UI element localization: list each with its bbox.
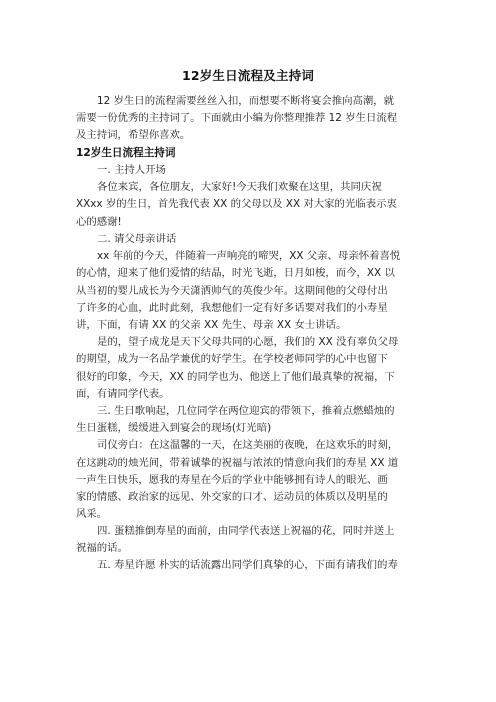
text-line: 家的情感、政治家的远见、外交家的口才、运动员的体质以及明星的 bbox=[76, 490, 388, 503]
text-line: 心的感谢! bbox=[76, 215, 122, 228]
text-line: 司仪旁白：在这温馨的一天，在这美丽的夜晚，在这欢乐的时刻， bbox=[97, 439, 399, 452]
text-line: 很好的印象，今天，XX 的同学也为、他送上了他们最真挚的祝福，下 bbox=[76, 370, 395, 383]
text-line: 是的，望子成龙是天下父母共同的心愿，我们的 XX 没有辜负父母 bbox=[97, 336, 399, 349]
text-line: 及主持词，希望你喜欢。 bbox=[76, 129, 191, 142]
text-line: 从当初的婴儿成长为今天潇洒帅气的英俊少年。这期间他的父母付出 bbox=[76, 284, 388, 297]
text-line: 祝福的话。 bbox=[76, 542, 128, 555]
text-line: 在这跳动的烛光间，带着诚挚的祝福与浓浓的情意向我们的寿星 XX 道 bbox=[76, 456, 399, 469]
text-line: 12 岁生日的流程需要丝丝入扣，而想要不断将宴会推向高潮，就 bbox=[97, 95, 395, 107]
part4-block bbox=[76, 523, 422, 557]
text-line: 讲，下面，有请 XX 的父亲 XX 先生、母亲 XX 女士讲话。 bbox=[76, 318, 347, 331]
intro-paragraph bbox=[76, 93, 422, 145]
text-line: 了许多的心血，此时此刻，我想他们一定有好多话要对我们的小寿星 bbox=[76, 301, 388, 314]
text-line: xx 年前的今天，伴随着一声响亮的啼哭，XX 父亲、母亲怀着喜悦 bbox=[97, 250, 401, 263]
part5-block bbox=[76, 557, 422, 574]
part1-heading: 一. 主持人开场 bbox=[97, 164, 166, 176]
part2-block bbox=[76, 231, 422, 403]
section-heading-block bbox=[76, 145, 422, 162]
text-line: 面，有请同学代表。 bbox=[76, 387, 170, 400]
text-line: 各位来宾，各位朋友，大家好!今天我们欢聚在这里，共同庆祝 bbox=[97, 181, 382, 194]
part3-block bbox=[76, 403, 422, 523]
document-title: 12岁生日流程及主持词 bbox=[181, 68, 315, 83]
text-line: 生日蛋糕，缓缓进入到宴会的现场(灯光暗) bbox=[76, 422, 272, 435]
text-line: 五. 寿星许愿 朴实的话流露出同学们真挚的心，下面有请我们的寿 bbox=[97, 559, 398, 571]
text-line: 一声生日快乐，愿我的寿星在今后的学业中能够拥有诗人的眼光、画 bbox=[76, 473, 388, 486]
text-line: 四. 蛋糕推倒寿星的面前，由同学代表送上祝福的花，同时并送上 bbox=[97, 525, 395, 537]
part1-block bbox=[76, 162, 422, 231]
text-line: 风采。 bbox=[76, 508, 108, 521]
text-line: 需要一份优秀的主持词了。下面就由小编为你整理推荐 12 岁生日流程 bbox=[76, 112, 398, 125]
part2-heading: 二. 请父母亲讲话 bbox=[97, 233, 177, 245]
text-line: 的心情，迎来了他们爱情的结晶，时光飞逝，日月如梭，而今，XX 以 bbox=[76, 267, 395, 280]
text-line: 的期望，成为一名品学兼优的好学生。在学校老师同学的心中也留下 bbox=[76, 353, 388, 366]
text-line: XXxx 岁的生日，首先我代表 XX 的父母以及 XX 对大家的光临表示衷 bbox=[76, 198, 397, 211]
section-heading: 12岁生日流程主持词 bbox=[76, 147, 176, 159]
text-line: 三. 生日歌响起，几位同学在两位迎宾的带领下，推着点燃蜡烛的 bbox=[97, 405, 395, 417]
